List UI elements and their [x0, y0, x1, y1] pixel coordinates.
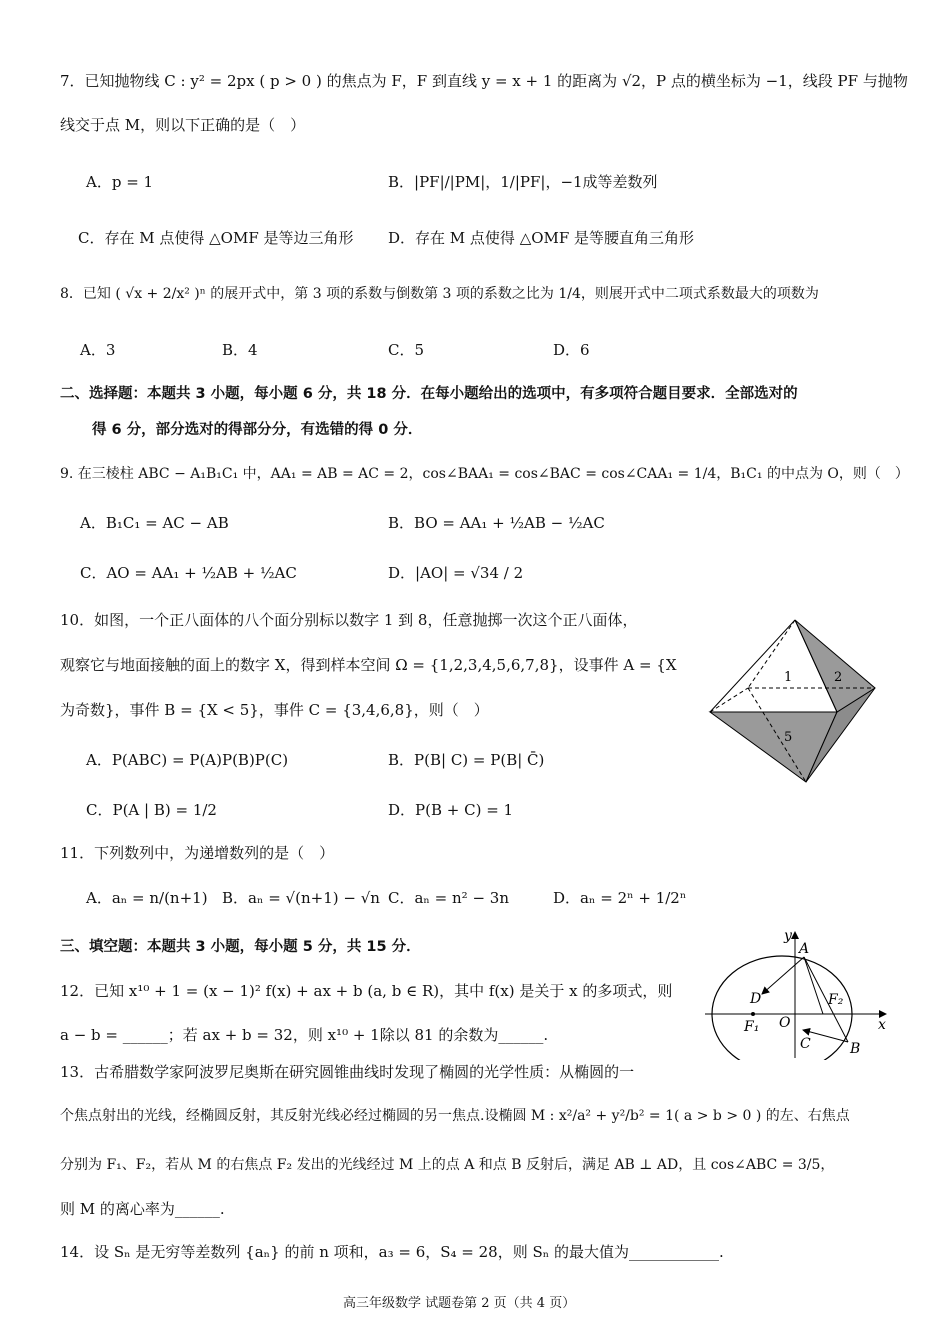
q10-option-c: C．P(A | B) = 1/2 — [86, 801, 217, 819]
q7-option-b: B．|PF|/|PM|，1/|PF|，−1成等差数列 — [388, 173, 658, 191]
octahedron-face-label-1: 1 — [784, 670, 793, 685]
q7-stem-line1: 7．已知抛物线 C : y² = 2px ( p > 0 ) 的焦点为 F，F 到直线 y = x + 1 的距离为 √2，P 点的横坐标为 −1，线段 PF 与抛物 — [60, 72, 908, 90]
q8-stem: 8．已知 ( √x + 2/x² )ⁿ 的展开式中，第 3 项的系数与倒数第 3 项的系数之比为 1/4，则展开式中二项式系数最大的项数为 — [60, 286, 819, 302]
q13-stem-line3: 分别为 F₁、F₂，若从 M 的右焦点 F₂ 发出的光线经过 M 上的点 A 和点 B 反射后，满足 AB ⊥ AD，且 cos∠ABC = 3/5， — [60, 1157, 835, 1173]
q8-option-a: A．3 — [80, 341, 116, 359]
q10-stem-line3: 为奇数}，事件 B = {X < 5}，事件 C = {3,4,6,8}，则（ ） — [60, 701, 489, 719]
ellipse-label-c: C — [800, 1036, 811, 1052]
ellipse-figure — [700, 926, 900, 1060]
q10-stem-line2: 观察它与地面接触的面上的数字 X，得到样本空间 Ω = {1,2,3,4,5,6,7,8}，设事件 A = {X — [60, 656, 677, 674]
q12-stem-line1: 12．已知 x¹⁰ + 1 = (x − 1)² f(x) + ax + b (a, b ∈ R)，其中 f(x) 是关于 x 的多项式，则 — [60, 982, 673, 1000]
q12-stem-line2: a − b = ______；若 ax + b = 32，则 x¹⁰ + 1除以 81 的余数为______. — [60, 1026, 549, 1044]
q7-option-d: D．存在 M 点使得 △OMF 是等腰直角三角形 — [388, 229, 695, 247]
q10-stem-line1: 10．如图，一个正八面体的八个面分别标以数字 1 到 8，任意抛掷一次这个正八面体， — [60, 611, 638, 629]
q11-option-a: A．aₙ = n/(n+1) — [86, 889, 208, 907]
q9-option-b: B．BO = AA₁ + ½AB − ½AC — [388, 514, 605, 532]
q8-option-d: D．6 — [553, 341, 590, 359]
q11-option-c: C．aₙ = n² − 3n — [388, 889, 509, 907]
q11-option-b: B．aₙ = √(n+1) − √n — [222, 889, 380, 907]
q10-option-d: D．P(B + C) = 1 — [388, 801, 514, 819]
q9-option-d: D．|AO| = √34 / 2 — [388, 564, 524, 582]
q7-option-c: C．存在 M 点使得 △OMF 是等边三角形 — [78, 229, 354, 247]
q9-option-a: A．B₁C₁ = AC − AB — [80, 514, 229, 532]
q9-option-c: C．AO = AA₁ + ½AB + ½AC — [80, 564, 297, 582]
ellipse-label-b: B — [850, 1041, 861, 1057]
q14-stem: 14．设 Sₙ 是无穷等差数列 {aₙ} 的前 n 项和，a₃ = 6，S₄ = 28，则 Sₙ 的最大值为____________. — [60, 1243, 724, 1261]
section2-heading-line1: 二、选择题：本题共 3 小题，每小题 6 分，共 18 分．在每小题给出的选项中，有多项符合题目要求．全部选对的 — [60, 386, 798, 402]
q8-option-c: C．5 — [388, 341, 425, 359]
octahedron-figure — [700, 612, 885, 794]
page-footer: 高三年级数学 试题卷第 2 页（共 4 页） — [343, 1296, 576, 1311]
ellipse-label-y: y — [784, 928, 792, 944]
q7-stem-line2: 线交于点 M，则以下正确的是（ ） — [60, 116, 306, 134]
q13-stem-line2: 个焦点射出的光线，经椭圆反射，其反射光线必经过椭圆的另一焦点.设椭圆 M : x²/a² + y²/b² = 1( a > b > 0 ) 的左、右焦点 — [60, 1108, 850, 1124]
q9-stem: 9. 在三棱柱 ABC − A₁B₁C₁ 中，AA₁ = AB = AC = 2，cos∠BAA₁ = cos∠BAC = cos∠CAA₁ = 1/4，B₁C₁ 的中点为 O，则（ ） — [60, 466, 909, 482]
ellipse-label-x: x — [878, 1017, 886, 1033]
section3-heading: 三、填空题：本题共 3 小题，每小题 5 分，共 15 分． — [60, 939, 421, 955]
q13-stem-line4: 则 M 的离心率为______. — [60, 1200, 225, 1218]
ellipse-label-o: O — [779, 1015, 791, 1031]
q10-option-a: A．P(ABC) = P(A)P(B)P(C) — [86, 751, 289, 769]
ellipse-label-d: D — [750, 991, 762, 1007]
ellipse-label-f1: F₁ — [744, 1019, 760, 1035]
q11-option-d: D．aₙ = 2ⁿ + 1/2ⁿ — [553, 889, 687, 907]
octahedron-face-label-5: 5 — [784, 730, 793, 745]
q8-option-b: B．4 — [222, 341, 258, 359]
q11-stem: 11．下列数列中，为递增数列的是（ ） — [60, 844, 335, 862]
ellipse-label-f2: F₂ — [828, 992, 844, 1008]
q10-option-b: B．P(B| C) = P(B| C̄) — [388, 751, 545, 769]
q13-stem-line1: 13．古希腊数学家阿波罗尼奥斯在研究圆锥曲线时发现了椭圆的光学性质：从椭圆的一 — [60, 1063, 635, 1081]
q7-option-a: A．p = 1 — [86, 173, 154, 191]
octahedron-face-label-2: 2 — [834, 670, 843, 685]
ellipse-label-a: A — [799, 941, 810, 957]
section2-heading-line2: 得 6 分，部分选对的得部分分，有选错的得 0 分． — [92, 422, 423, 438]
